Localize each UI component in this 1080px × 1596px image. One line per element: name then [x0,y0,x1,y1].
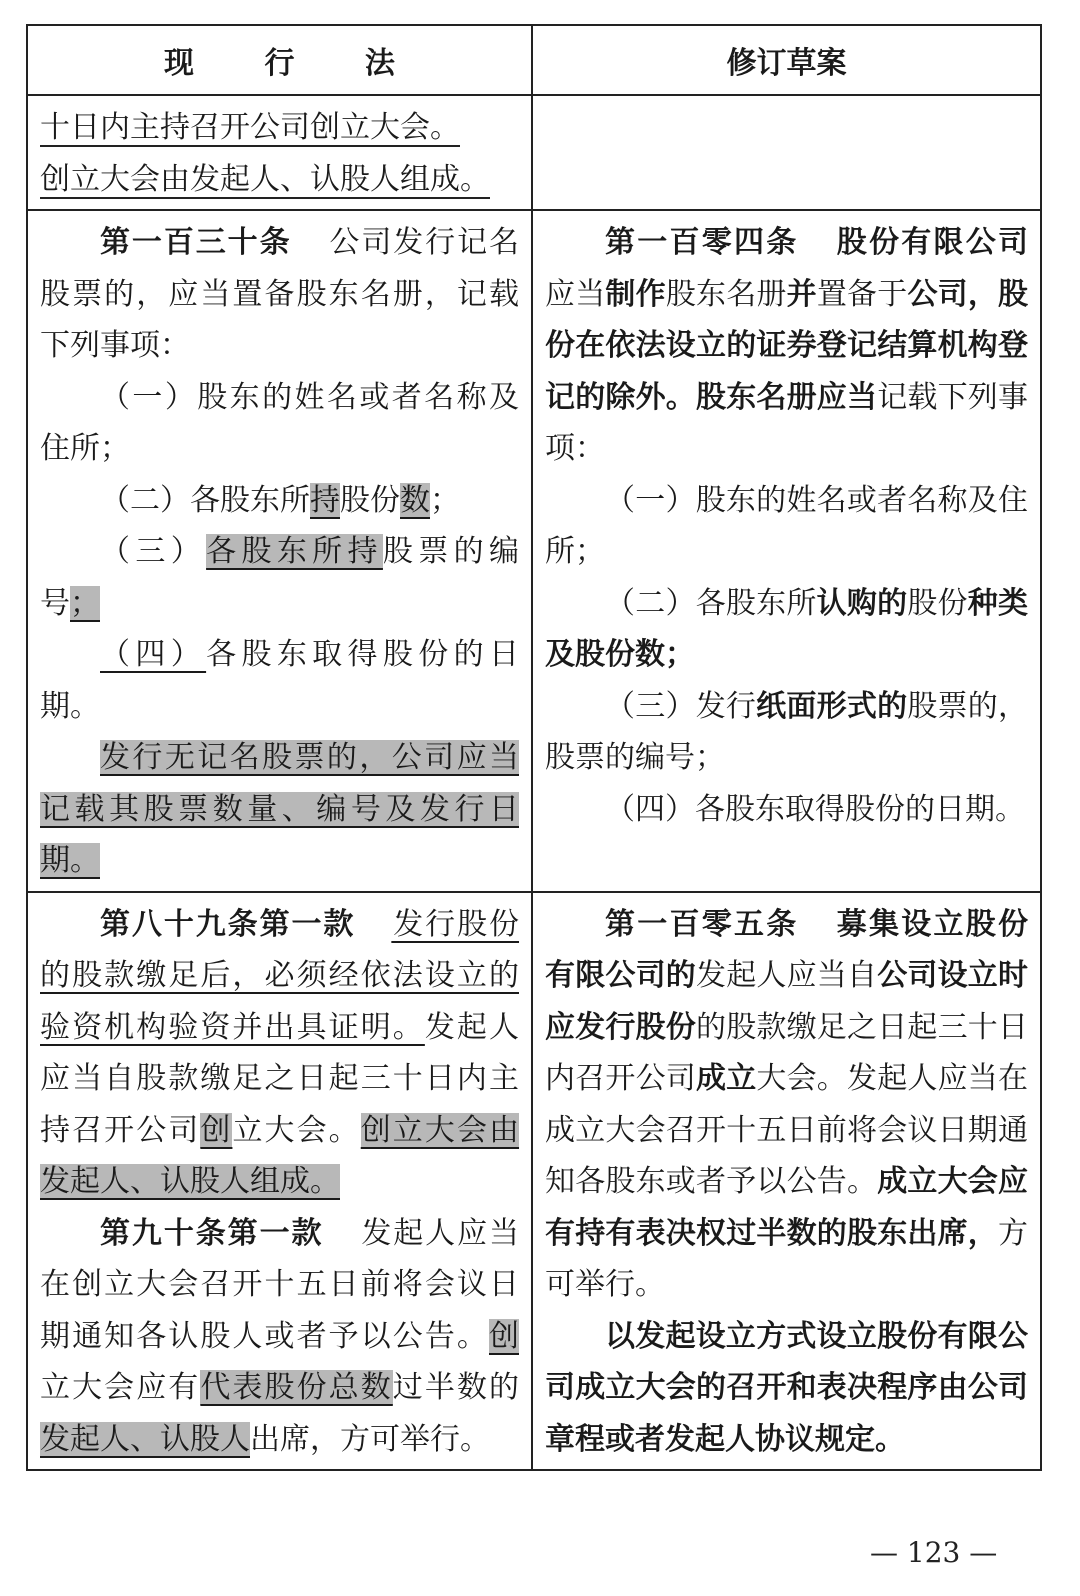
row-founding-meeting [27,892,1041,1471]
article-105-para1: 第一百零五条 募集设立股份有限公司的发起人应当自公司设立时应发行股份的股款缴足之日起三十日内召开公司成立大会。发起人应当在成立大会召开十五日前将会议日期通知各股东或者予以公告。成立大会应有持有表决权过半数的股东出席，方可举行。 [545,906,1029,1302]
article-130-title: 第一百三十条 [100,225,292,260]
article-104-item1: （一）股东的姓名或者名称及住所； [545,482,1028,569]
row-continuation [27,95,1041,210]
article-130-item1: （一）股东的姓名或者名称及住所； [40,379,519,466]
row1-line2: 创立大会由发起人、认股人组成。 [40,161,490,197]
article-104-lead: 第一百零四条 股份有限公司应当制作股东名册并置备于公司，股份在依法设立的证券登记结算机构登记的除外。股东名册应当记载下列事项： [545,225,1029,466]
row1-line1: 十日内主持召开公司创立大会。 [40,110,460,145]
row3-left [27,892,532,1471]
article-130-lead: 公司发行记名股票的，应当置备股东名册，记载下列事项： [40,225,519,363]
article-130-bearer-shares: 发行无记名股票的，公司应当记载其股票数量、编号及发行日期。 [40,740,519,878]
article-105-para2: 以发起设立方式设立股份有限公司成立大会的召开和表决程序由公司章程或者发起人协议规定。 [545,1318,1028,1457]
article-104-item2: （二）各股东所认购的股份种类及股份数； [545,585,1029,672]
article-130-item3: （三）各股东所持股票的编号； [40,534,520,621]
article-89-para1: 第八十九条第一款 发行股份的股款缴足后，必须经依法设立的验资机构验资并出具证明。发起人应当自股款缴足之日起三十日内主持召开公司创立大会。创立大会由发起人、认股人组成。 [40,906,520,1199]
row1-right [532,95,1041,210]
row3-right [532,892,1041,1471]
article-130-item2: （二）各股东所持股份数； [100,482,460,518]
header-current-law: 现 行 法 [27,25,532,95]
row2-right [532,210,1041,892]
article-104-item3: （三）发行纸面形式的股票的，股票的编号； [545,688,1029,775]
header-draft: 修订草案 [532,25,1041,95]
page-number: — 123 — [870,1536,998,1569]
article-130-item4: （四）各股东取得股份的日期。 [40,637,520,724]
row2-left [27,210,532,892]
article-90-para1: 第九十条第一款 发起人应当在创立大会召开十五日前将会议日期通知各认股人或者予以公告。创立大会应有代表股份总数过半数的发起人、认股人出席，方可举行。 [40,1215,520,1457]
row1-left [27,95,532,210]
comparison-table [26,24,1042,1471]
row-shareholder-register [27,210,1041,892]
article-104-item4: （四）各股东取得股份的日期。 [605,791,1025,827]
header-row [27,25,1041,95]
